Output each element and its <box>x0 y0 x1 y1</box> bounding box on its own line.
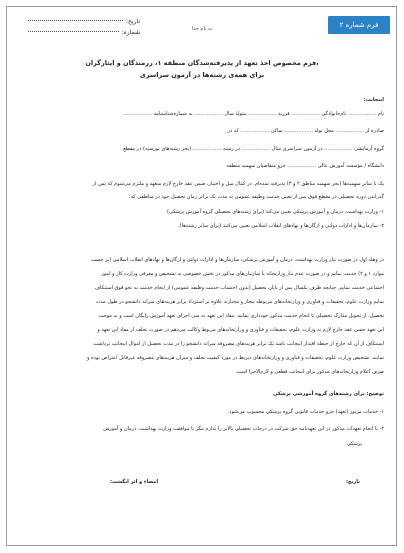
signature-label: امضاء و اثر انگشت: <box>110 479 159 485</box>
paragraph-2-line: موارد ۱ و ۲) خدمت نمایم و در صورت عدم نیاز وزارتخانه یا سازمان‌های مذکور در بخش خصوصی به تشخیص و معرفی وزارت کار و امور <box>101 271 384 277</box>
info-line-1: نام .................. نام‌خانوادگی .................. فرزند .................. متولد سال .................. به شماره‌شناسنامه .................. <box>123 111 384 117</box>
number-label: شماره: <box>121 29 140 36</box>
form-title-line1: فرم مخصوص اخذ تعهد از پذیرفته‌شدگان منطقه ۱، رزمندگان و ایثارگران، <box>85 59 319 67</box>
note-item-2: ۲- تا انجام تعهدات مذکور در این تعهدنامه حق شرکت در درجات تحصیلی بالاتر را ندارم مگر با موافقت وزارت بهداشت، درمان و آموزش <box>103 426 384 432</box>
commitment-paragraph-1: یک یا سایر سهمیه‌ها (بجز سهمیه مناطق ۲ و ۳) پذیرفته شده‌ام. در کمال میل و اختیار، ضمن عقد خارج لازم متعهد و ملتزم می‌شوم که پس از <box>92 181 384 187</box>
note-item-1: ۱- خدمات مزبور (تعهد) جزو خدمات قانونی گروه پزشکی محسوب می‌شود. <box>227 409 384 415</box>
condition-item-1: ۱- وزارت بهداشت، درمان و آموزش پزشکی تعیین می‌کند (برای رشته‌های تحصیلی گروه آموزش پزشکی) <box>167 209 384 215</box>
sign-date-label: تاریخ: <box>345 479 360 485</box>
info-line-4: دانشگاه / مؤسسه آموزش عالی .................. جزو متقاضیان سهمیه منطقه <box>226 163 384 169</box>
paragraph-2-line: این تعهد حسن عقد خارج لازم به وزارت علوم، تحقیقات و فناوری و وزارتخانه‌های مربوط وکالت می‌دهم در صورت تخلف از مفاد این تعهد و <box>97 327 384 333</box>
paragraph-2-line: صرف اعلام وزارتخانه‌های مذکور برای اینجانب قطعی و لازم‌الاجرا است. <box>235 369 384 375</box>
commitment-paragraph-2 <box>20 253 384 379</box>
note-heading: توضیح: برای رشته‌های گروه آموزشی پزشکی <box>272 391 384 397</box>
form-title-line2: برای همه‌ی رشته‌ها در آزمون سراسری <box>139 71 265 79</box>
paragraph-2-line: نمایم وزارت علوم، تحقیقات و فناوری و وزارتخانه‌های مربوطه مجاز و مختارند علاوه بر استرداد برابر هزینه‌های سرانه دانشجو در طول مدت <box>95 299 384 305</box>
paragraph-2-line: اجتماعی خدمت نمایم. چنانچه طرف یکسال پس از پایان تحصیل (بدون احتساب خدمت وظیفه عمومی) از انجام خدمت به نحو فوق استنکاف <box>94 285 384 291</box>
date-label: تاریخ: <box>126 18 140 25</box>
salutation: اینجانب: <box>363 97 384 103</box>
note-item-2-continued: پزشکی. <box>345 441 362 447</box>
form-number-badge: فرم شماره ۲ <box>328 16 390 34</box>
paragraph-2-line: تحصیل، از تحویل مدارک تحصیلی تا انجام خدمت مذکور خودداری نمایند. مفاد این تعهد به منی اجرای تعهد آموزش رایگان است و به موجب <box>98 313 384 319</box>
paragraph-2-line: استنکاف از آن که خارج از حیطه اقتدار اینجانب باشد یک برابر هزینه‌های مصروفه سرانه دانشجو را در مدت تحصیل از اموال اینجانب برداشت <box>93 341 384 347</box>
date-line <box>28 20 123 21</box>
bismillah: به نام خدا <box>191 26 213 32</box>
paragraph-2-line: در وهله اول در صورت نیاز وزارت بهداشت، درمان و آموزش پزشکی، سازمان‌ها و ادارات دولتی و ارگان‌ها و نهادهای انقلاب اسلامی (بر حسب <box>91 257 384 263</box>
paragraph-2-line: نمایند. تشخیص وزارت علوم، تحقیقات و فناوری و وزارتخانه‌های ذیربط در مورد کیفیت تخلف و میزان هزینه‌های مصروفه غیرقابل اعتراض بوده و <box>87 355 384 361</box>
commitment-paragraph-1b: گذراندن دوره تحصیلی در مقطع فوق پس از تعیین خدمت وظیفه عمومی به مدت یک برابر زمان تحصیل خود در مناطقی که: <box>128 194 384 200</box>
info-line-2: صادره از .................. محل تولد .................. ساکن .................. که در <box>227 128 384 134</box>
info-line-3: گروه آزمایشی .................. در آزمون سراسری سال .................. در رشته .................. (بجز رشته‌های بورسیه) در مقطع <box>123 146 384 152</box>
condition-item-2: ۲- سازمان‌ها و ادارات دولتی و ارگان‌ها و نهادهای انقلاب اسلامی تعیین می‌کنند (برای سایر رشته‌ها). <box>178 223 384 229</box>
